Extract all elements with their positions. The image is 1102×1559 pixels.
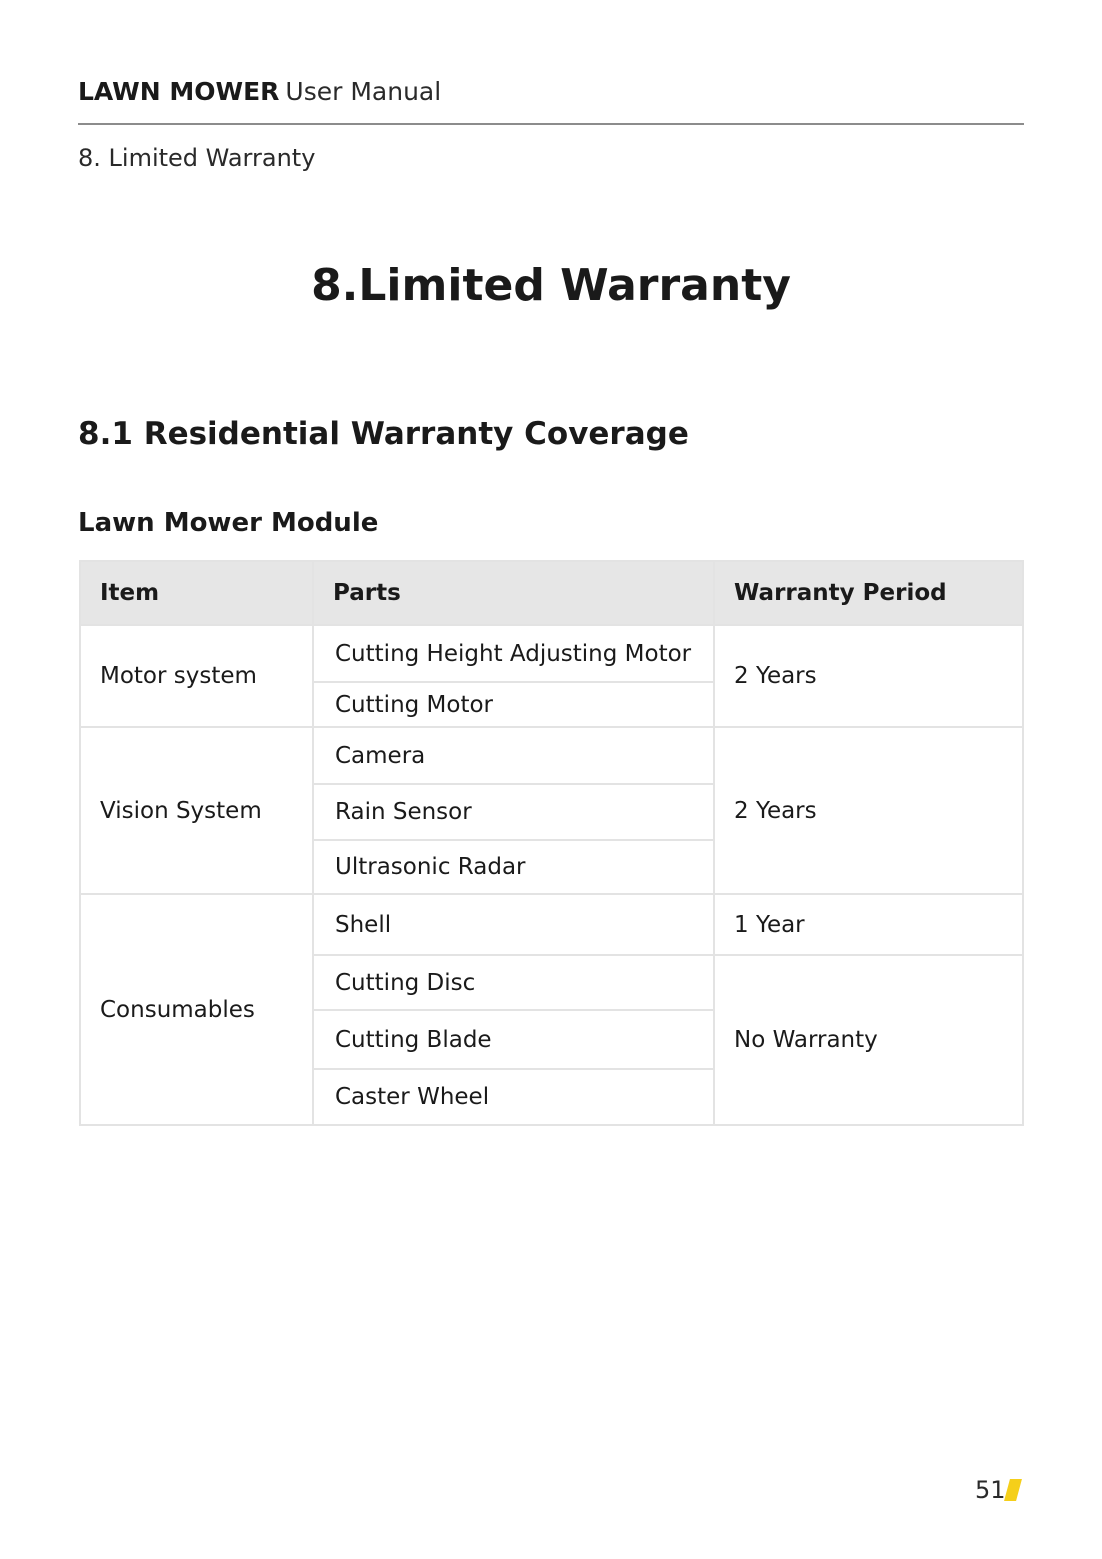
item-cell: Consumables xyxy=(80,894,313,1125)
manual-label: User Manual xyxy=(285,77,442,106)
part-cell: Cutting Height Adjusting Motor xyxy=(313,625,714,682)
part-cell: Camera xyxy=(313,727,714,784)
column-header-item: Item xyxy=(80,561,313,625)
warranty-period-cell: 2 Years xyxy=(714,727,1023,894)
table-header-row xyxy=(80,561,1023,625)
running-header xyxy=(78,76,441,108)
subsection-title: Lawn Mower Module xyxy=(78,508,379,538)
part-cell: Cutting Disc xyxy=(313,955,714,1010)
warranty-period-cell: 2 Years xyxy=(714,625,1023,727)
part-cell: Cutting Blade xyxy=(313,1010,714,1069)
part-cell: Rain Sensor xyxy=(313,784,714,840)
warranty-period-cell: 1 Year xyxy=(714,894,1023,955)
item-cell: Motor system xyxy=(80,625,313,727)
column-header-warranty-period: Warranty Period xyxy=(714,561,1023,625)
table-row xyxy=(80,727,1023,784)
breadcrumb: 8. Limited Warranty xyxy=(78,144,316,172)
page-number: 51 xyxy=(975,1476,1006,1504)
page-accent-mark xyxy=(1004,1479,1022,1501)
table-row xyxy=(80,894,1023,955)
part-cell: Shell xyxy=(313,894,714,955)
table-row xyxy=(80,625,1023,682)
section-title: 8.1 Residential Warranty Coverage xyxy=(78,416,689,452)
warranty-table xyxy=(79,560,1024,1126)
brand-name: LAWN MOWER xyxy=(78,77,280,106)
part-cell: Caster Wheel xyxy=(313,1069,714,1125)
part-cell: Ultrasonic Radar xyxy=(313,840,714,894)
page-title: 8.Limited Warranty xyxy=(311,260,791,311)
column-header-parts: Parts xyxy=(313,561,714,625)
part-cell: Cutting Motor xyxy=(313,682,714,727)
header-divider xyxy=(78,123,1024,125)
warranty-period-cell: No Warranty xyxy=(714,955,1023,1125)
item-cell: Vision System xyxy=(80,727,313,894)
